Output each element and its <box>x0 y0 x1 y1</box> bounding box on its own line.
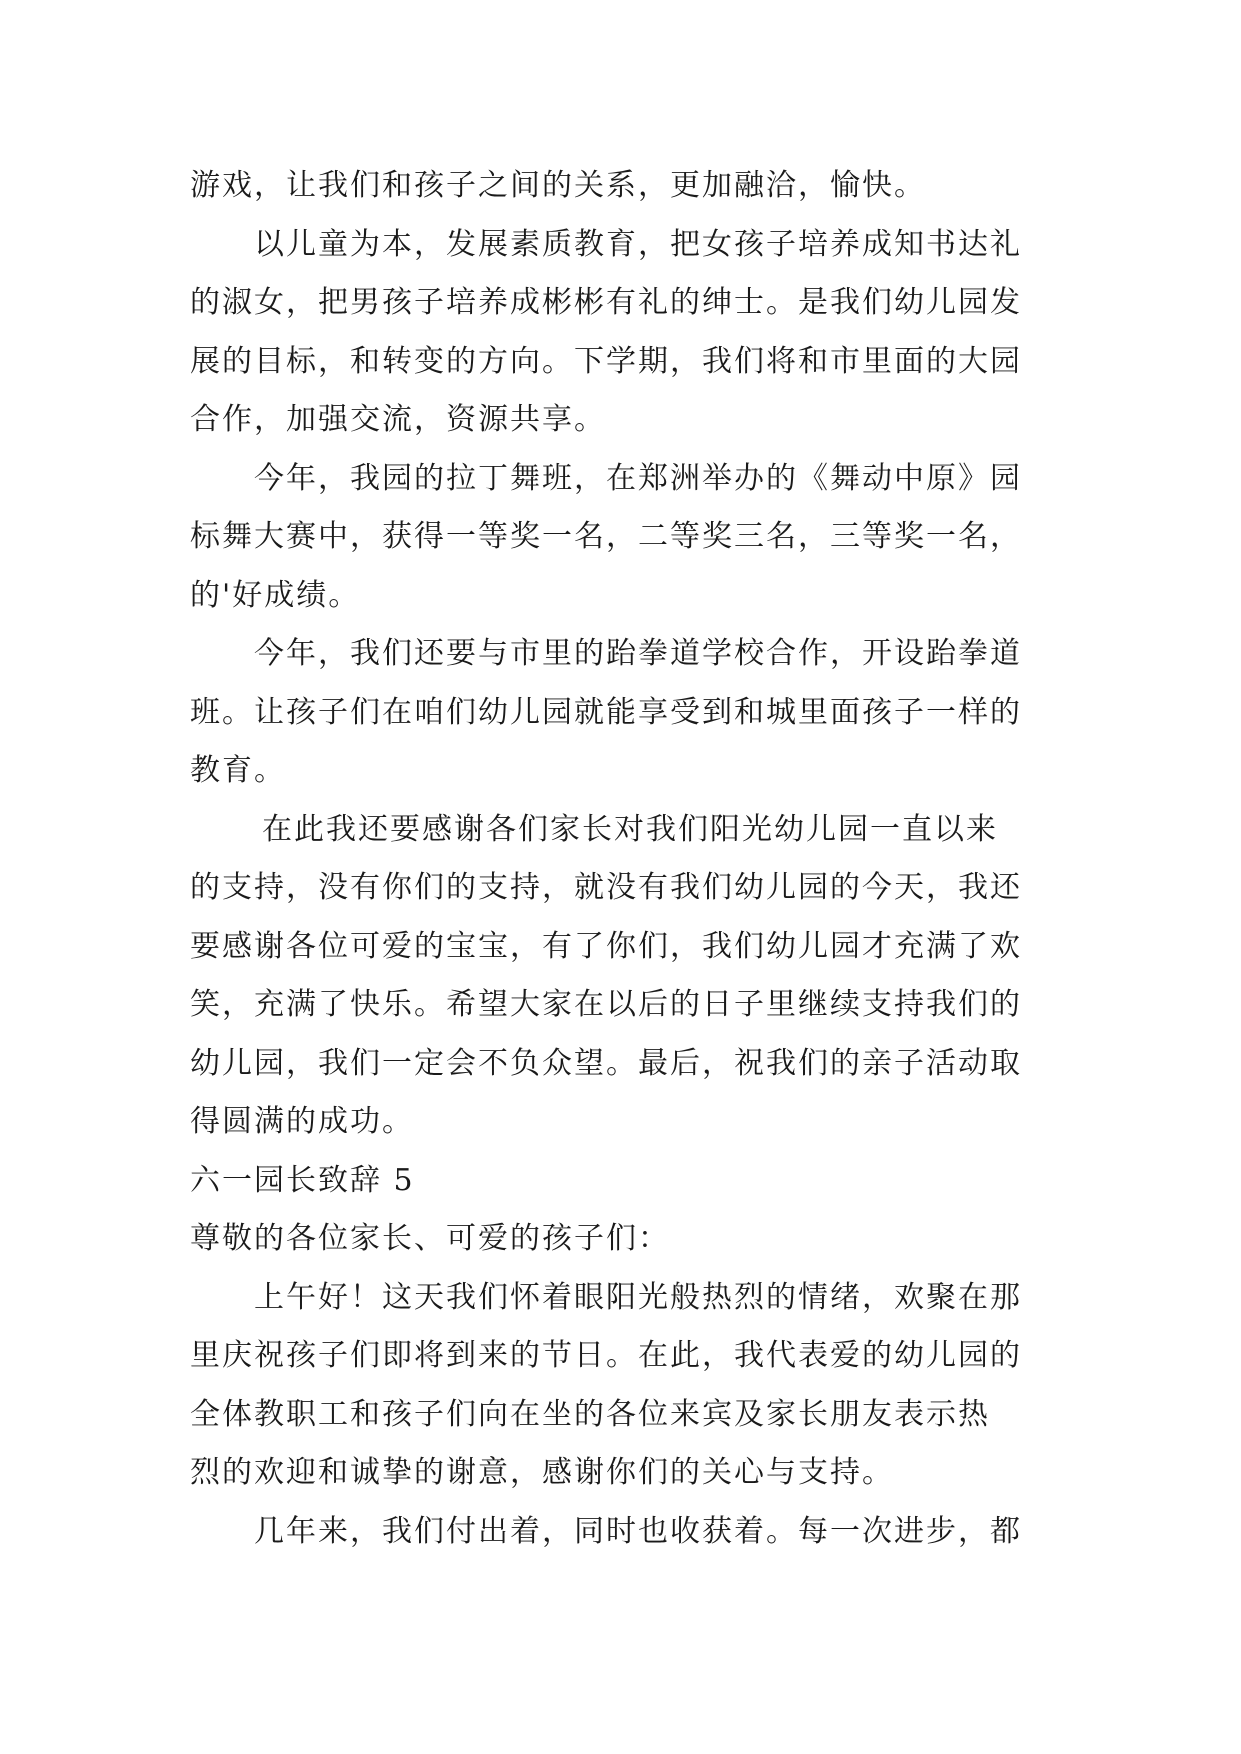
text-line: 合作，加强交流，资源共享。 <box>190 402 606 437</box>
text-line: 烈的欢迎和诚挚的谢意，感谢你们的关心与支持。 <box>190 1455 894 1490</box>
text-line: 全体教职工和孩子们向在坐的各位来宾及家长朋友表示热 <box>190 1396 990 1432</box>
text-line: 的支持，没有你们的支持，就没有我们幼儿园的今天，我还 <box>190 870 1022 905</box>
document-body <box>190 157 1070 1561</box>
text-line: 尊敬的各位家长、可爱的孩子们： <box>190 1221 670 1256</box>
text-line: 里庆祝孩子们即将到来的节日。在此，我代表爱的幼儿园的 <box>190 1338 1022 1373</box>
text-line: 教育。 <box>190 753 286 788</box>
text-line: 以儿童为本，发展素质教育，把女孩子培养成知书达礼 <box>254 226 1022 262</box>
text-line: 得圆满的成功。 <box>190 1104 414 1139</box>
text-line: 六一园长致辞 5 <box>190 1162 415 1198</box>
text-line: 上午好！这天我们怀着眼阳光般热烈的情绪，欢聚在那 <box>254 1279 1022 1315</box>
text-line: 今年，我园的拉丁舞班，在郑洲举办的《舞动中原》园 <box>254 460 1022 496</box>
text-line: 的'好成绩。 <box>190 577 361 613</box>
text-line: 展的目标，和转变的方向。下学期，我们将和市里面的大园 <box>190 343 1022 379</box>
text-line: 的淑女，把男孩子培养成彬彬有礼的绅士。是我们幼儿园发 <box>190 285 1022 320</box>
text-line: 班。让孩子们在咱们幼儿园就能享受到和城里面孩子一样的 <box>190 694 1022 730</box>
text-line: 几年来，我们付出着，同时也收获着。每一次进步，都 <box>254 1513 1022 1549</box>
text-line: 今年，我们还要与市里的跆拳道学校合作，开设跆拳道 <box>254 636 1022 671</box>
text-line: 笑，充满了快乐。希望大家在以后的日子里继续支持我们的 <box>190 987 1022 1022</box>
text-line: 游戏，让我们和孩子之间的关系，更加融洽，愉快。 <box>190 168 926 203</box>
text-line: 在此我还要感谢各们家长对我们阳光幼儿园一直以来 <box>262 811 998 847</box>
text-line: 要感谢各位可爱的宝宝，有了你们，我们幼儿园才充满了欢 <box>190 928 1022 964</box>
text-line: 幼儿园，我们一定会不负众望。最后，祝我们的亲子活动取 <box>190 1045 1022 1081</box>
text-line: 标舞大赛中，获得一等奖一名，二等奖三名，三等奖一名， <box>190 519 1022 554</box>
